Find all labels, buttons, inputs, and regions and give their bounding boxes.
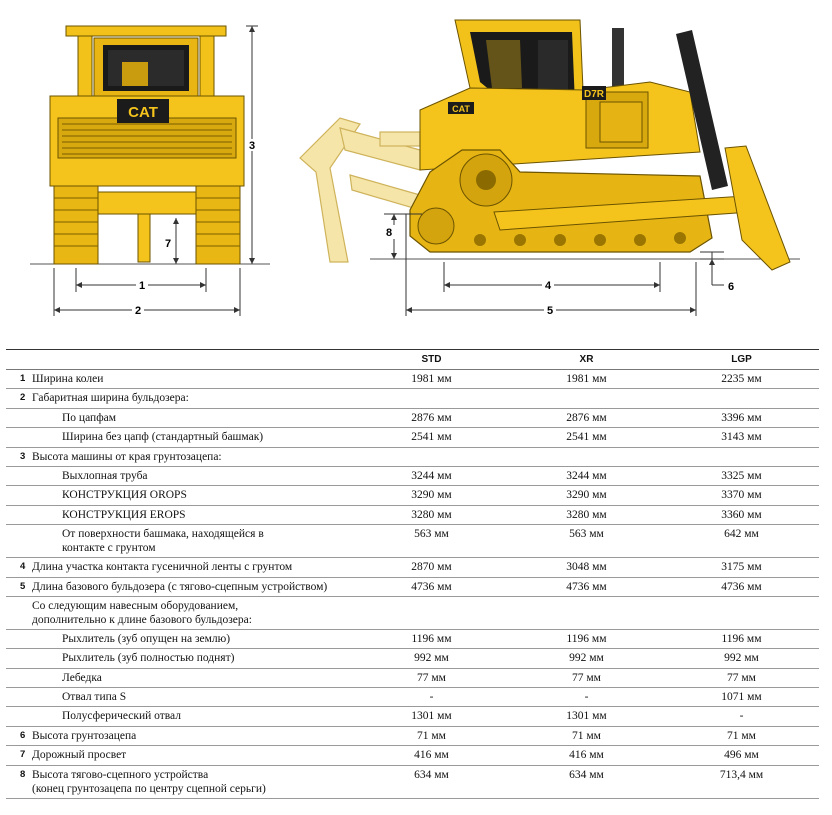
value-xr: 3280 мм	[509, 505, 664, 524]
row-name	[32, 707, 354, 726]
row-name	[32, 525, 354, 558]
row-name-line: Со следующим навесным оборудованием,	[32, 599, 239, 612]
value-xr: -	[509, 688, 664, 707]
value-lgp	[664, 389, 819, 408]
table-row	[6, 486, 819, 505]
marker-5: 5	[546, 305, 554, 317]
value-lgp: 1071 мм	[664, 688, 819, 707]
value-std: 1981 мм	[354, 370, 509, 389]
value-std: 71 мм	[354, 726, 509, 745]
value-xr: 2876 мм	[509, 408, 664, 427]
marker-3: 3	[248, 140, 256, 152]
row-name	[32, 596, 354, 629]
row-name-line: (конец грунтозацепа по центру сцепной серьги)	[32, 782, 266, 795]
row-name	[32, 629, 354, 648]
value-xr: 77 мм	[509, 668, 664, 687]
header-std: STD	[354, 350, 509, 370]
value-xr	[509, 389, 664, 408]
row-number: 8	[6, 765, 32, 798]
row-number: 5	[6, 577, 32, 596]
marker-1: 1	[138, 280, 146, 292]
row-number	[6, 596, 32, 629]
value-lgp: 3360 мм	[664, 505, 819, 524]
value-xr: 1981 мм	[509, 370, 664, 389]
row-name-line: дополнительно к длине базового бульдозера:	[32, 613, 252, 626]
row-name	[32, 668, 354, 687]
value-std	[354, 447, 509, 466]
row-name	[32, 688, 354, 707]
row-number	[6, 486, 32, 505]
row-name	[32, 370, 354, 389]
value-lgp: 77 мм	[664, 668, 819, 687]
value-lgp: 4736 мм	[664, 577, 819, 596]
row-number: 2	[6, 389, 32, 408]
value-xr: 3244 мм	[509, 466, 664, 485]
value-lgp: 496 мм	[664, 746, 819, 765]
table-header	[6, 350, 819, 370]
row-name	[32, 558, 354, 577]
table-row	[6, 596, 819, 629]
row-name-line: Отвал типа S	[62, 691, 127, 704]
value-xr: 3290 мм	[509, 486, 664, 505]
value-std	[354, 596, 509, 629]
table-row	[6, 370, 819, 389]
value-std: 1301 мм	[354, 707, 509, 726]
value-lgp: 642 мм	[664, 525, 819, 558]
value-lgp: 992 мм	[664, 649, 819, 668]
table-row	[6, 707, 819, 726]
row-number	[6, 649, 32, 668]
value-std: 416 мм	[354, 746, 509, 765]
value-lgp: 3143 мм	[664, 428, 819, 447]
row-number	[6, 408, 32, 427]
row-number: 1	[6, 370, 32, 389]
table-row	[6, 746, 819, 765]
row-name-line: Рыхлитель (зуб опущен на землю)	[62, 632, 231, 645]
row-name-line: Лебедка	[62, 671, 102, 684]
row-name	[32, 408, 354, 427]
value-std: 2541 мм	[354, 428, 509, 447]
value-xr: 1301 мм	[509, 707, 664, 726]
table-row	[6, 408, 819, 427]
row-name-line: КОНСТРУКЦИЯ EROPS	[62, 508, 186, 521]
marker-6: 6	[727, 281, 735, 293]
row-name-line: КОНСТРУКЦИЯ OROPS	[62, 489, 187, 502]
table-row	[6, 525, 819, 558]
row-number: 7	[6, 746, 32, 765]
marker-7: 7	[164, 238, 172, 250]
row-name-line: От поверхности башмака, находящейся в	[62, 528, 264, 541]
value-lgp: 3325 мм	[664, 466, 819, 485]
value-xr	[509, 447, 664, 466]
value-std: 4736 мм	[354, 577, 509, 596]
row-name-line: Ширина колеи	[32, 373, 104, 385]
value-std: 1196 мм	[354, 629, 509, 648]
row-name-line: Рыхлитель (зуб полностью поднят)	[62, 652, 235, 665]
row-name	[32, 428, 354, 447]
row-name-line: Габаритная ширина бульдозера:	[32, 392, 189, 405]
value-std: 2870 мм	[354, 558, 509, 577]
table-row	[6, 668, 819, 687]
value-xr: 2541 мм	[509, 428, 664, 447]
value-xr: 3048 мм	[509, 558, 664, 577]
table-body	[6, 370, 819, 799]
table-row	[6, 629, 819, 648]
marker-2: 2	[134, 305, 142, 317]
value-lgp: 71 мм	[664, 726, 819, 745]
value-lgp: -	[664, 707, 819, 726]
table-row	[6, 688, 819, 707]
bulldozer-dimension-diagram	[0, 0, 832, 330]
row-name	[32, 726, 354, 745]
value-std: -	[354, 688, 509, 707]
value-lgp: 3175 мм	[664, 558, 819, 577]
model-badge: D7R	[583, 89, 605, 100]
value-lgp: 1196 мм	[664, 629, 819, 648]
table-row	[6, 466, 819, 485]
row-name-line: По цапфам	[62, 411, 117, 424]
row-name-line: Ширина без цапф (стандартный башмак)	[62, 431, 264, 444]
row-number: 4	[6, 558, 32, 577]
value-lgp: 3396 мм	[664, 408, 819, 427]
value-std: 3244 мм	[354, 466, 509, 485]
header-lgp: LGP	[664, 350, 819, 370]
value-std: 563 мм	[354, 525, 509, 558]
table-row	[6, 447, 819, 466]
value-xr: 563 мм	[509, 525, 664, 558]
row-name-line: Полусферический отвал	[62, 710, 181, 723]
table-row	[6, 558, 819, 577]
value-std: 77 мм	[354, 668, 509, 687]
value-std	[354, 389, 509, 408]
table-row	[6, 505, 819, 524]
value-xr: 634 мм	[509, 765, 664, 798]
row-name	[32, 649, 354, 668]
value-lgp: 713,4 мм	[664, 765, 819, 798]
row-name-line: Выхлопная труба	[62, 469, 148, 482]
value-xr	[509, 596, 664, 629]
table-row	[6, 649, 819, 668]
row-number: 6	[6, 726, 32, 745]
value-lgp: 3370 мм	[664, 486, 819, 505]
value-std: 992 мм	[354, 649, 509, 668]
row-name-line: контакте с грунтом	[62, 542, 156, 555]
value-std: 3290 мм	[354, 486, 509, 505]
row-name	[32, 486, 354, 505]
row-name	[32, 466, 354, 485]
value-std: 3280 мм	[354, 505, 509, 524]
row-name-line: Высота тягово-сцепного устройства	[32, 768, 209, 781]
row-number	[6, 466, 32, 485]
header-xr: XR	[509, 350, 664, 370]
row-number	[6, 688, 32, 707]
table-row	[6, 428, 819, 447]
row-name	[32, 447, 354, 466]
row-number	[6, 668, 32, 687]
row-name-line: Дорожный просвет	[32, 749, 127, 762]
value-std: 634 мм	[354, 765, 509, 798]
table-row	[6, 726, 819, 745]
row-name-line: Высота грунтозацепа	[32, 729, 137, 742]
row-name-line: Длина участка контакта гусеничной ленты с грунтом	[32, 561, 293, 574]
row-number: 3	[6, 447, 32, 466]
table-row	[6, 765, 819, 798]
value-xr: 416 мм	[509, 746, 664, 765]
row-name	[32, 765, 354, 798]
row-name	[32, 746, 354, 765]
row-name-line: Длина базового бульдозера (с тягово-сцепным устройством)	[32, 580, 328, 593]
value-xr: 1196 мм	[509, 629, 664, 648]
marker-4: 4	[544, 280, 552, 292]
value-xr: 4736 мм	[509, 577, 664, 596]
row-name-line: Высота машины от края грунтозацепа:	[32, 450, 222, 463]
row-name	[32, 577, 354, 596]
value-lgp	[664, 447, 819, 466]
side-cat-logo: CAT	[452, 104, 470, 114]
value-lgp: 2235 мм	[664, 370, 819, 389]
row-number	[6, 629, 32, 648]
row-number	[6, 707, 32, 726]
row-number	[6, 505, 32, 524]
table-row	[6, 577, 819, 596]
value-xr: 992 мм	[509, 649, 664, 668]
row-name	[32, 505, 354, 524]
side-view	[300, 20, 800, 317]
cat-logo: CAT	[128, 104, 158, 121]
front-view	[30, 26, 270, 317]
row-number	[6, 428, 32, 447]
specifications-table	[6, 349, 819, 799]
table-row	[6, 389, 819, 408]
row-number	[6, 525, 32, 558]
marker-8: 8	[385, 227, 393, 239]
row-name	[32, 389, 354, 408]
value-lgp	[664, 596, 819, 629]
value-xr: 71 мм	[509, 726, 664, 745]
value-std: 2876 мм	[354, 408, 509, 427]
